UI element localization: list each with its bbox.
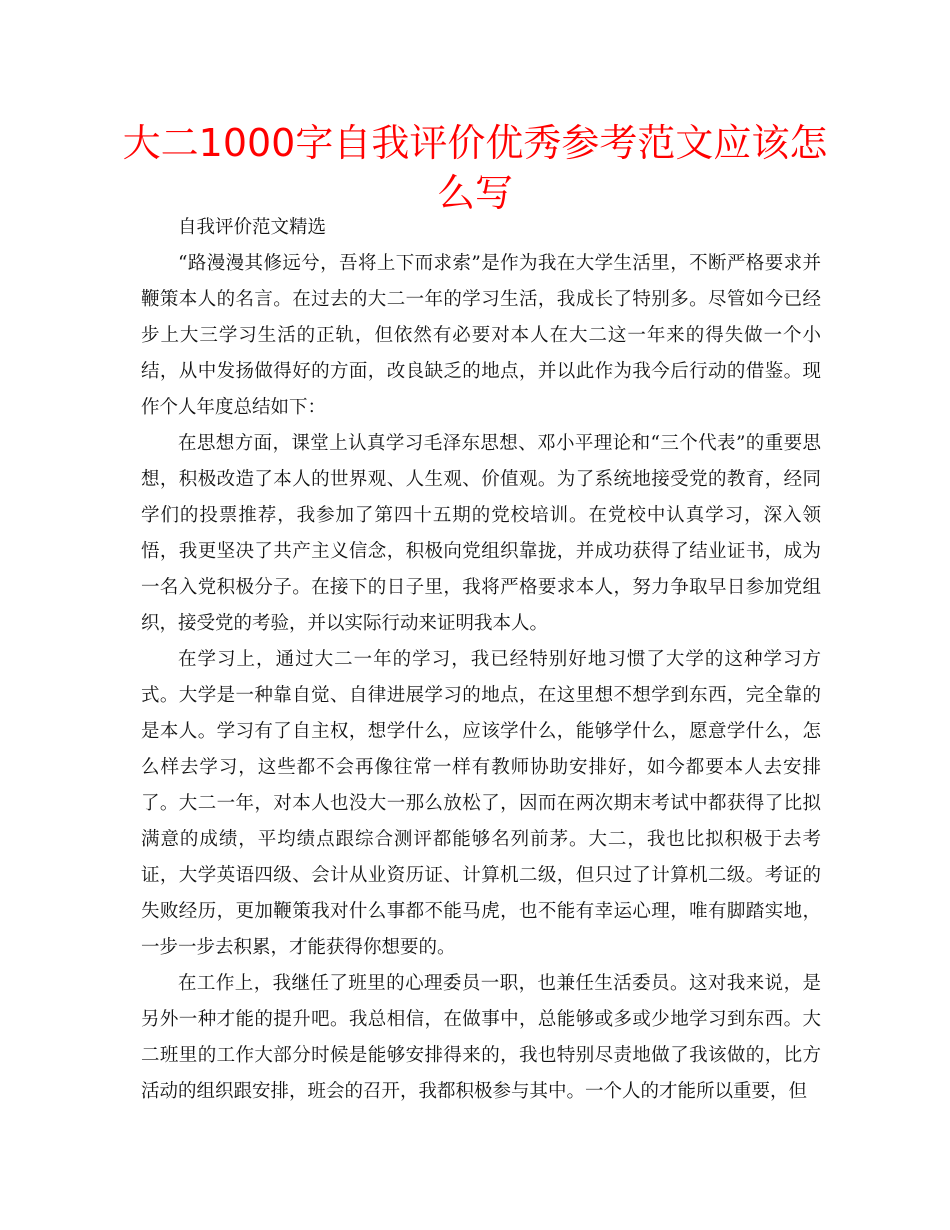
paragraph-study: 在学习上，通过大二一年的学习，我已经特别好地习惯了大学的这种学习方式。大学是一种靠自觉、自律进展学习的地点，在这里想不想学到东西，完全靠的是本人。学习有了自主权，想学什么，应该学什么，能够学什么，愿意学什么，怎么样去学习，这些都不会再像往常一样有教师协助安排好，如今都要本人去安排了。大二一年，对本人也没大一那么放松了，因而在两次期末考试中都获得了比拟满意的成绩，平均绩点跟综合测评都能够名列前茅。大二，我也比拟积极于去考证，大学英语四级、会计从业资历证、计算机二级，但只过了计算机二级。考证的失败经历，更加鞭策我对什么事都不能马虎，也不能有幸运心理，唯有脚踏实地，一步一步去积累，才能获得你想要的。 <box>141 649 821 958</box>
paragraph-intro: “路漫漫其修远兮，吾将上下而求索”是作为我在大学生活里，不断严格要求并鞭策本人的名言。在过去的大二一年的学习生活，我成长了特别多。尽管如今已经步上大三学习生活的正轨，但依然有必要对本人在大二这一年来的得失做一个小结，从中发扬做得好的方面，改良缺乏的地点，并以此作为我今后行动的借鉴。现作个人年度总结如下： <box>141 253 821 418</box>
document-title: 大二1000字自我评价优秀参考范文应该怎么写 <box>122 121 828 215</box>
paragraph-work: 在工作上，我继任了班里的心理委员一职，也兼任生活委员。这对我来说，是另外一种才能的提升吧。我总相信，在做事中，总能够或多或少地学习到东西。大二班里的工作大部分时候是能够安排得来的，我也特别尽责地做了我该做的，比方活动的组织跟安排，班会的召开，我都积极参与其中。一个人的才能所以重要，但 <box>141 973 821 1102</box>
paragraph-thought: 在思想方面，课堂上认真学习毛泽东思想、邓小平理论和“三个代表”的重要思想，积极改造了本人的世界观、人生观、价值观。为了系统地接受党的教育，经同学们的投票推荐，我参加了第四十五期的党校培训。在党校中认真学习，深入领悟，我更坚决了共产主义信念，积极向党组织靠拢，并成功获得了结业证书，成为一名入党积极分子。在接下的日子里，我将严格要求本人，努力争取早日参加党组织，接受党的考验，并以实际行动来证明我本人。 <box>141 433 821 634</box>
document-body <box>141 210 821 1110</box>
paragraph-subtitle: 自我评价范文精选 <box>178 217 327 238</box>
